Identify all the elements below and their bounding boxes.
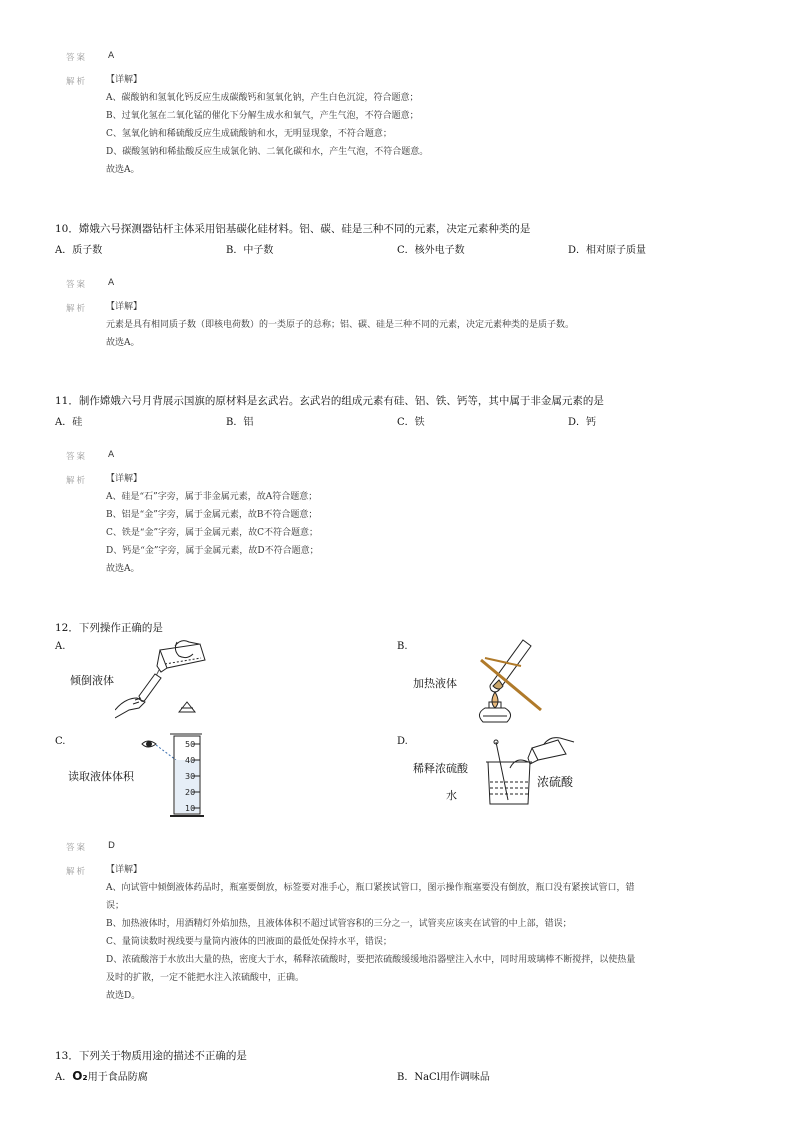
explain-label: 解析 <box>66 304 88 314</box>
explain-label: 解析 <box>66 867 88 877</box>
question-stem: 13．下列关于物质用途的描述不正确的是 <box>55 1050 247 1062</box>
explanation-line: C、铁是“金”字旁，属于金属元素，故C不符合题意； <box>106 528 318 538</box>
oxygen-formula: O₂ <box>72 1069 88 1083</box>
answer-label: 答案 <box>66 280 88 290</box>
explanation-line: B、铝是“金”字旁，属于金属元素，故B不符合题意； <box>106 510 318 520</box>
answer-label: 答案 <box>66 452 88 462</box>
acid-label: 浓硫酸 <box>537 775 574 789</box>
explanation-line: A、硅是“石”字旁，属于非金属元素，故A符合题意； <box>106 492 318 502</box>
explanation-line: C、氢氧化钠和稀硫酸反应生成硫酸钠和水，无明显现象，不符合题意； <box>106 129 392 139</box>
answer-value: A <box>108 450 115 460</box>
graduated-cylinder-illustration <box>140 730 210 822</box>
cylinder-tick-label: 10 <box>185 804 196 813</box>
explanation-line: B、过氧化氢在二氧化锰的催化下分解生成水和氧气，产生气泡，不符合题意； <box>106 111 419 121</box>
figure-c-caption: 读取液体体积 <box>68 770 134 783</box>
cylinder-tick-label: 50 <box>185 740 196 749</box>
water-label: 水 <box>446 789 457 802</box>
question-stem: 11．制作嫦娥六号月背展示国旗的原材料是玄武岩。玄武岩的组成元素有硅、铝、铁、钙等，其中属于非金属元素的是 <box>55 395 604 407</box>
explanation-line: A、向试管中倾倒液体药品时，瓶塞要倒放，标签要对准手心，瓶口紧挨试管口，图示操作瓶塞要没有倒放，瓶口没有紧挨试管口，错 <box>106 883 635 893</box>
figure-b-letter: B. <box>397 641 408 652</box>
explanation <box>106 71 428 179</box>
explanation-line: 【详解】 <box>106 474 143 484</box>
cylinder-tick-label: 30 <box>185 772 196 781</box>
explanation-line: 【详解】 <box>106 865 143 875</box>
explanation-line: 故选D。 <box>106 991 141 1001</box>
figure-d-caption: 稀释浓硫酸 <box>413 762 468 775</box>
option-a: A．质子数 <box>55 245 103 256</box>
figure-a-caption: 倾倒液体 <box>70 674 114 687</box>
dilute-acid-illustration <box>470 734 580 808</box>
explanation-line: 元素是具有相同质子数（即核电荷数）的一类原子的总称；铝、碳、硅是三种不同的元素，决定元素种类的是质子数。 <box>106 320 575 330</box>
option-b: B．中子数 <box>226 245 274 256</box>
answer-value: A <box>108 51 115 61</box>
figure-b-caption: 加热液体 <box>413 677 457 690</box>
question-stem: 10．嫦娥六号探测器钻杆主体采用铝基碳化硅材料。铝、碳、硅是三种不同的元素，决定元素种类的是 <box>55 223 531 235</box>
explanation-line: D、浓硫酸溶于水放出大量的热，密度大于水，稀释浓硫酸时，要把浓硫酸缓缓地沿器壁注入水中，同时用玻璃棒不断搅拌，以使热量 <box>106 955 636 965</box>
explanation-line: 故选A。 <box>106 564 140 574</box>
option-c: C．铁 <box>397 417 425 428</box>
explanation-line: 故选A。 <box>106 338 140 348</box>
explanation-line: 及时的扩散，一定不能把水注入浓硫酸中，正确。 <box>106 973 305 983</box>
option-b: B．NaCl用作调味品 <box>397 1072 490 1083</box>
option-d: D．相对原子质量 <box>568 245 647 256</box>
answer-value: A <box>108 278 115 288</box>
answer-label: 答案 <box>66 843 88 853</box>
pour-liquid-illustration <box>115 636 215 722</box>
explanation-line: 【详解】 <box>106 302 143 312</box>
explanation <box>106 298 574 352</box>
explanation-line: B、加热液体时，用酒精灯外焰加热，且液体体积不超过试管容积的三分之一，试管夹应该夹在试管的中上部，错误； <box>106 919 572 929</box>
explain-label: 解析 <box>66 77 88 87</box>
explanation-line: 故选A。 <box>106 165 140 175</box>
explanation-line: D、钙是“金”字旁，属于金属元素，故D不符合题意； <box>106 546 319 556</box>
option-b: B．铝 <box>226 417 254 428</box>
figure-c-letter: C. <box>55 736 66 747</box>
option-a-prefix: A． <box>55 1072 73 1083</box>
cylinder-tick-label: 40 <box>185 756 196 765</box>
explanation <box>106 861 635 1005</box>
option-a-text: 用于食品防腐 <box>87 1072 148 1083</box>
figure-d-letter: D. <box>397 736 408 747</box>
explanation-line: D、碳酸氢钠和稀盐酸反应生成氯化钠、二氧化碳和水，产生气泡，不符合题意。 <box>106 147 429 157</box>
option-a: A．硅 <box>55 417 83 428</box>
figure-a-letter: A. <box>55 641 66 652</box>
explanation-line: 【详解】 <box>106 75 143 85</box>
answer-value: D <box>108 841 115 851</box>
explanation <box>106 470 319 578</box>
explanation-line: C、量筒读数时视线要与量筒内液体的凹液面的最低处保持水平，错误； <box>106 937 392 947</box>
explain-label: 解析 <box>66 476 88 486</box>
explanation-line: A、碳酸钠和氢氧化钙反应生成碳酸钙和氢氧化钠，产生白色沉淀，符合题意； <box>106 93 419 103</box>
option-a <box>55 1068 148 1083</box>
question-stem: 12．下列操作正确的是 <box>55 622 163 634</box>
cylinder-tick-label: 20 <box>185 788 196 797</box>
answer-label: 答案 <box>66 53 88 63</box>
explanation-line: 误； <box>106 901 125 911</box>
option-c: C．核外电子数 <box>397 245 465 256</box>
heat-liquid-illustration <box>455 636 550 728</box>
option-d: D．钙 <box>568 417 597 428</box>
